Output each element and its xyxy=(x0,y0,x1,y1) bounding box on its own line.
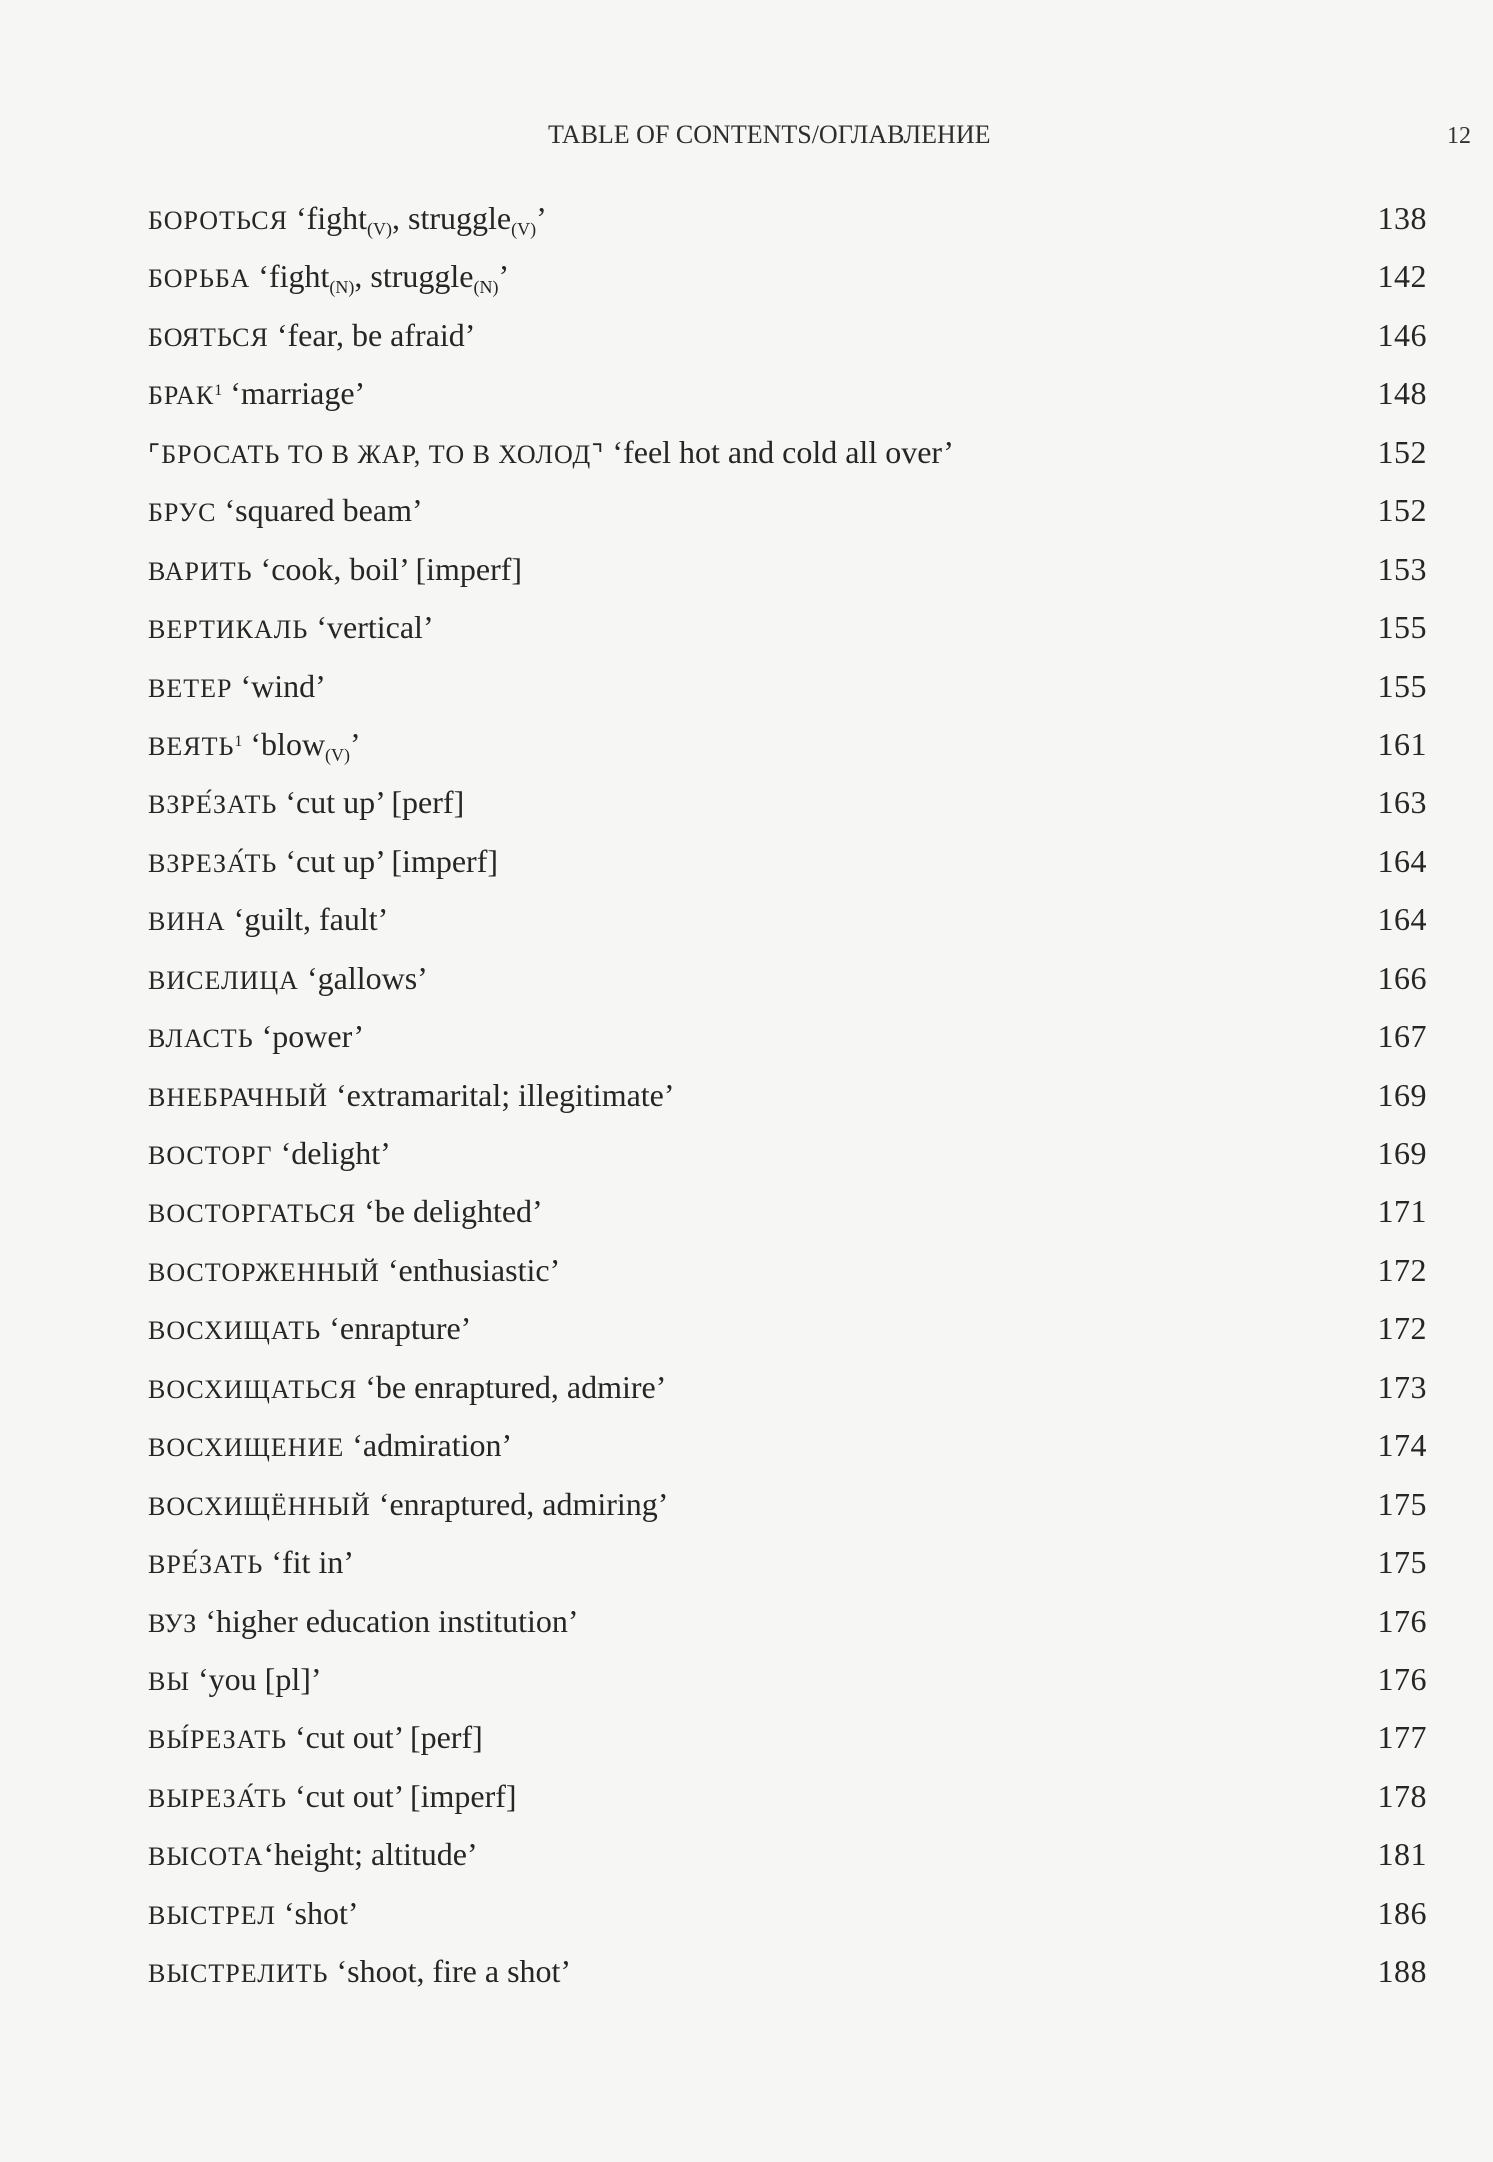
entry-headword: ВОСХИЩЁННЫЙ xyxy=(148,1491,371,1521)
entry-gloss: ’ xyxy=(498,258,510,295)
toc-entry-text xyxy=(148,1182,543,1243)
entry-headword: БРАК xyxy=(148,381,215,411)
toc-entry xyxy=(148,1241,1427,1299)
entry-page-number: 146 xyxy=(1377,316,1427,353)
entry-page-number: 153 xyxy=(1377,550,1427,587)
toc-entry xyxy=(148,306,1427,364)
entry-gloss-subscript: (N) xyxy=(329,277,355,298)
toc-entry-text xyxy=(148,306,475,367)
toc-entry xyxy=(148,657,1427,715)
entry-headword: ВНЕБРАЧНЫЙ xyxy=(148,1082,329,1112)
entry-gloss: ‘power’ xyxy=(253,1018,365,1055)
entry-headword: ВЛАСТЬ xyxy=(148,1024,254,1054)
entry-headword: ВЫСТРЕЛ xyxy=(148,1900,276,1930)
entry-page-number: 155 xyxy=(1377,667,1427,704)
entry-gloss: ’ xyxy=(536,200,547,236)
entry-gloss: ‘higher education institution’ xyxy=(197,1602,579,1639)
toc-entry xyxy=(148,1066,1427,1124)
toc-entry-text xyxy=(148,1124,391,1185)
toc-entry-text xyxy=(148,423,954,484)
toc-entry-text xyxy=(148,1592,579,1653)
toc-entry xyxy=(148,1299,1427,1357)
toc-entry xyxy=(148,715,1427,773)
entry-gloss: ‘fear, be afraid’ xyxy=(268,316,476,353)
entry-headword: ВЫ xyxy=(148,1666,191,1696)
entry-headword: ВОСТОРГ xyxy=(148,1141,273,1170)
toc-entry xyxy=(148,1825,1427,1883)
entry-gloss: ‘enrapture’ xyxy=(321,1310,472,1347)
toc-entry xyxy=(148,481,1427,539)
entry-gloss: ‘cut out’ [perf] xyxy=(287,1719,483,1756)
toc-entry-text xyxy=(148,1767,517,1828)
toc-entry-text xyxy=(148,715,361,776)
toc-entry xyxy=(148,1650,1427,1708)
entry-gloss: , struggle xyxy=(354,258,474,295)
toc-entry-text xyxy=(148,364,365,425)
toc-entry xyxy=(148,1592,1427,1650)
entry-page-number: 188 xyxy=(1377,1953,1427,1990)
toc-entry-text xyxy=(148,832,498,893)
entry-gloss: ‘fight xyxy=(250,258,330,295)
entry-headword: ВОСХИЩЕНИЕ xyxy=(148,1433,345,1463)
entry-headword: ВЗРЕЗА́ТЬ xyxy=(148,848,278,878)
toc-entry-text xyxy=(148,1650,322,1711)
entry-headword: ВЫСТРЕЛИТЬ xyxy=(148,1959,329,1989)
entry-gloss: ‘feel hot and cold all over’ xyxy=(604,433,954,470)
toc-entry xyxy=(148,364,1427,422)
entry-gloss: ‘cut up’ [imperf] xyxy=(277,842,498,879)
toc-entry-text xyxy=(148,598,434,659)
entry-page-number: 174 xyxy=(1377,1427,1427,1464)
entry-page-number: 169 xyxy=(1377,1135,1427,1171)
toc-entry-text xyxy=(148,890,388,951)
entry-gloss: ‘fit in’ xyxy=(263,1544,354,1581)
entry-page-number: 173 xyxy=(1377,1368,1427,1405)
toc-entry xyxy=(148,1884,1427,1942)
entry-gloss: ‘extramarital; illegitimate’ xyxy=(328,1076,675,1113)
entry-gloss: ‘enthusiastic’ xyxy=(379,1251,561,1288)
entry-page-number: 152 xyxy=(1377,433,1427,470)
entry-gloss-subscript: (V) xyxy=(325,744,351,765)
entry-headword: ВЫ́РЕЗАТЬ xyxy=(148,1725,288,1755)
entry-page-number: 171 xyxy=(1377,1193,1427,1230)
entry-page-number: 161 xyxy=(1377,725,1427,762)
toc-entry xyxy=(148,1007,1427,1065)
entry-headword: ВЫРЕЗА́ТЬ xyxy=(148,1783,288,1813)
entry-page-number: 163 xyxy=(1377,784,1427,821)
entry-gloss: , struggle xyxy=(392,200,512,236)
entry-gloss: ‘gallows’ xyxy=(298,959,428,996)
toc-entry xyxy=(148,1767,1427,1825)
entry-page-number: 178 xyxy=(1377,1777,1427,1814)
entry-gloss: ‘fight xyxy=(287,200,368,236)
toc-entry xyxy=(148,890,1427,948)
entry-gloss: ‘squared beam’ xyxy=(216,492,423,529)
entry-headword: ВЫСОТА xyxy=(148,1842,264,1872)
toc-entry-text xyxy=(148,1416,512,1477)
entry-page-number: 181 xyxy=(1377,1836,1427,1873)
entry-page-number: 169 xyxy=(1377,1076,1427,1113)
toc-entry-text xyxy=(148,247,509,308)
entry-gloss: ‘be delighted’ xyxy=(356,1193,543,1230)
toc-entry xyxy=(148,1942,1427,2000)
page-number: 12 xyxy=(1447,123,1471,149)
toc-entry xyxy=(148,540,1427,598)
entry-superscript: 1 xyxy=(234,732,243,750)
entry-page-number: 142 xyxy=(1377,258,1427,295)
entry-page-number: 164 xyxy=(1377,842,1427,879)
toc-entry xyxy=(148,832,1427,890)
entry-headword: БРУС xyxy=(148,498,217,528)
toc-entry-text xyxy=(148,189,547,250)
entry-gloss: ‘vertical’ xyxy=(308,609,434,646)
entry-gloss: ‘shoot, fire a shot’ xyxy=(328,1953,572,1990)
entry-gloss: ’ xyxy=(350,725,361,762)
toc-entry xyxy=(148,423,1427,481)
table-of-contents-list xyxy=(148,189,1427,2001)
entry-gloss: ‘be enraptured, admire’ xyxy=(357,1368,667,1405)
toc-entry-text xyxy=(148,657,326,718)
entry-headword: ВЗРЕ́ЗАТЬ xyxy=(148,790,278,820)
entry-headword: ВЕЯТЬ xyxy=(148,731,235,761)
entry-page-number: 176 xyxy=(1377,1660,1427,1697)
toc-entry xyxy=(148,949,1427,1007)
entry-headword: ⌜БРОСАТЬ ТО В ЖАР, ТО В ХОЛОД⌝ xyxy=(148,439,605,469)
toc-entry-text xyxy=(148,1241,560,1302)
entry-gloss: ‘you [pl]’ xyxy=(190,1660,322,1697)
entry-gloss: ‘height; altitude’ xyxy=(263,1836,478,1873)
toc-entry-text xyxy=(148,1825,478,1886)
page-header-title: TABLE OF CONTENTS/ОГЛАВЛЕНИЕ xyxy=(548,120,991,149)
entry-headword: ВЕТЕР xyxy=(148,673,233,703)
entry-headword: ВУЗ xyxy=(148,1608,198,1638)
entry-page-number: 167 xyxy=(1377,1018,1427,1055)
entry-gloss-subscript: (V) xyxy=(367,219,393,239)
entry-gloss: ‘cut out’ [imperf] xyxy=(287,1777,517,1814)
toc-entry xyxy=(148,1182,1427,1240)
entry-gloss: ‘blow xyxy=(242,725,326,762)
entry-gloss: ‘admiration’ xyxy=(344,1427,513,1464)
toc-entry-text xyxy=(148,1533,354,1594)
entry-superscript: 1 xyxy=(214,382,223,400)
toc-entry xyxy=(148,598,1427,656)
entry-page-number: 186 xyxy=(1377,1894,1427,1931)
toc-entry xyxy=(148,773,1427,831)
entry-gloss: ‘enraptured, admiring’ xyxy=(370,1485,669,1522)
entry-gloss: ‘shot’ xyxy=(275,1894,359,1931)
toc-entry-text xyxy=(148,481,423,542)
entry-gloss: ‘marriage’ xyxy=(222,375,366,412)
entry-page-number: 152 xyxy=(1377,492,1427,529)
entry-headword: ВОСХИЩАТЬ xyxy=(148,1316,322,1346)
toc-entry xyxy=(148,189,1427,247)
entry-gloss: ‘guilt, fault’ xyxy=(225,901,389,938)
entry-headword: БОРОТЬСЯ xyxy=(148,206,288,235)
toc-entry xyxy=(148,1475,1427,1533)
entry-page-number: 166 xyxy=(1377,959,1427,996)
entry-gloss-subscript: (N) xyxy=(473,277,499,298)
toc-entry-text xyxy=(148,1358,666,1419)
entry-page-number: 155 xyxy=(1377,609,1427,646)
entry-headword: ВОСХИЩАТЬСЯ xyxy=(148,1374,358,1404)
entry-headword: БОЯТЬСЯ xyxy=(148,322,269,352)
toc-entry xyxy=(148,1708,1427,1766)
toc-entry xyxy=(148,1416,1427,1474)
entry-page-number: 172 xyxy=(1377,1251,1427,1288)
entry-page-number: 176 xyxy=(1377,1602,1427,1639)
entry-page-number: 138 xyxy=(1377,200,1427,236)
entry-headword: БОРЬБА xyxy=(148,264,251,294)
entry-gloss: ‘delight’ xyxy=(272,1135,391,1171)
entry-page-number: 164 xyxy=(1377,901,1427,938)
entry-headword: ВАРИТЬ xyxy=(148,556,253,586)
toc-entry-text xyxy=(148,1066,675,1127)
toc-entry-text xyxy=(148,949,428,1010)
toc-entry-text xyxy=(148,773,464,834)
toc-entry xyxy=(148,1358,1427,1416)
entry-page-number: 175 xyxy=(1377,1544,1427,1581)
toc-entry xyxy=(148,247,1427,305)
toc-entry-text xyxy=(148,1942,571,2003)
entry-gloss-subscript: (V) xyxy=(511,219,537,239)
entry-gloss: ‘wind’ xyxy=(232,667,326,704)
entry-headword: ВРЕ́ЗАТЬ xyxy=(148,1550,264,1580)
entry-gloss: ‘cook, boil’ [imperf] xyxy=(252,550,523,587)
toc-entry xyxy=(148,1124,1427,1182)
toc-entry xyxy=(148,1533,1427,1591)
entry-headword: ВОСТОРЖЕННЫЙ xyxy=(148,1257,380,1287)
entry-headword: ВИНА xyxy=(148,907,226,937)
entry-headword: ВИСЕЛИЦА xyxy=(148,965,299,995)
entry-page-number: 148 xyxy=(1377,375,1427,412)
toc-entry-text xyxy=(148,1475,668,1536)
entry-page-number: 175 xyxy=(1377,1485,1427,1522)
entry-page-number: 177 xyxy=(1377,1719,1427,1756)
entry-page-number: 172 xyxy=(1377,1310,1427,1347)
entry-headword: ВОСТОРГАТЬСЯ xyxy=(148,1199,357,1229)
toc-entry-text xyxy=(148,1299,471,1360)
toc-entry-text xyxy=(148,1007,364,1068)
toc-entry-text xyxy=(148,540,522,601)
toc-entry-text xyxy=(148,1884,359,1945)
toc-entry-text xyxy=(148,1708,483,1769)
entry-gloss: ‘cut up’ [perf] xyxy=(277,784,465,821)
entry-headword: ВЕРТИКАЛЬ xyxy=(148,615,309,645)
